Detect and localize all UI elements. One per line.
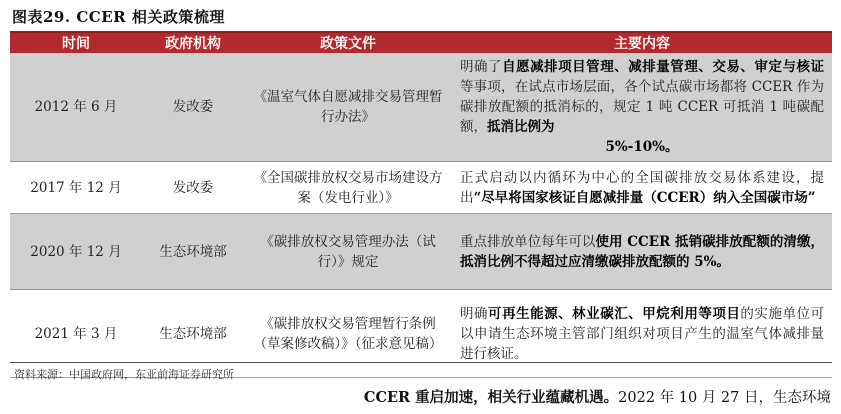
content-text: 的实施单位可以申请生态环境主管部门组织对项目产生的温室气体减排量进行核证。 <box>460 305 825 362</box>
content-text: 明确了 <box>460 59 503 75</box>
header-content: 主要内容 <box>452 33 832 53</box>
content-text: 重点排放单位每年可以 <box>460 233 596 250</box>
row-document: 《全国碳排放权交易市场建设方案（发电行业）》 <box>244 162 452 214</box>
row-content <box>452 162 832 214</box>
row-agency: 发改委 <box>142 162 244 214</box>
body-text-bold: CCER 重启加速，相关行业蕴藏机遇。 <box>363 389 619 406</box>
content-emphasis: 使用 CCER 抵销碳排放配额的清缴，抵消比例不得超过应清缴碳排放配额的 5%。 <box>460 233 825 270</box>
table-header-row <box>10 33 832 53</box>
table-bottom-divider <box>10 362 832 363</box>
content-text: 明确 <box>460 305 489 322</box>
row-document: 《碳排放权交易管理暂行条例（草案修改稿）》（征求意见稿） <box>244 290 452 378</box>
row-time: 2017 年 12 月 <box>10 162 142 214</box>
body-text-line <box>364 386 831 407</box>
content-emphasis: “尽早将国家核证自愿减排量（CCER）纳入全国碳市场” <box>473 189 816 206</box>
figure-title: 图表29. CCER 相关政策梳理 <box>12 8 225 26</box>
header-agency: 政府机构 <box>142 33 244 53</box>
content-emphasis: 5%-10%。 <box>605 139 679 155</box>
table-row <box>10 53 832 162</box>
content-emphasis: 自愿减排项目管理、减排量管理、交易、审定与核证 <box>502 59 825 75</box>
table-row <box>10 290 832 378</box>
row-time: 2020 年 12 月 <box>10 214 142 290</box>
content-text: 正式启动以内循环为中心的全国碳排放交易体系建设，提出 <box>460 169 824 206</box>
row-agency: 发改委 <box>142 53 244 162</box>
content-text: 等事项，在试点市场层面，各个试点碳市场都将 CCER 作为碳排放配额的抵消标的，规定 1 吨 CCER 可抵消 1 吨碳配额， <box>460 79 824 135</box>
row-content <box>452 53 832 162</box>
policy-table <box>10 33 832 378</box>
header-time: 时间 <box>10 33 142 53</box>
row-document: 《碳排放权交易管理办法（试行）》规定 <box>244 214 452 290</box>
row-time: 2021 年 3 月 <box>10 290 142 378</box>
row-document: 《温室气体自愿减排交易管理暂行办法》 <box>244 53 452 162</box>
table-row <box>10 162 832 214</box>
row-content <box>452 214 832 290</box>
table-row <box>10 214 832 290</box>
body-text-rest: 2022 年 10 月 27 日，生态环境 <box>618 390 831 406</box>
header-document: 政策文件 <box>244 33 452 53</box>
row-agency: 生态环境部 <box>142 214 244 290</box>
source-note: 资料来源：中国政府网，东亚前海证券研究所 <box>14 368 234 381</box>
content-emphasis: 抵消比例为 <box>487 119 555 135</box>
row-time: 2012 年 6 月 <box>10 53 142 162</box>
row-agency: 生态环境部 <box>142 290 244 378</box>
content-emphasis: 可再生能源、林业碳汇、甲烷利用等项目 <box>488 305 741 322</box>
row-content <box>452 290 832 378</box>
